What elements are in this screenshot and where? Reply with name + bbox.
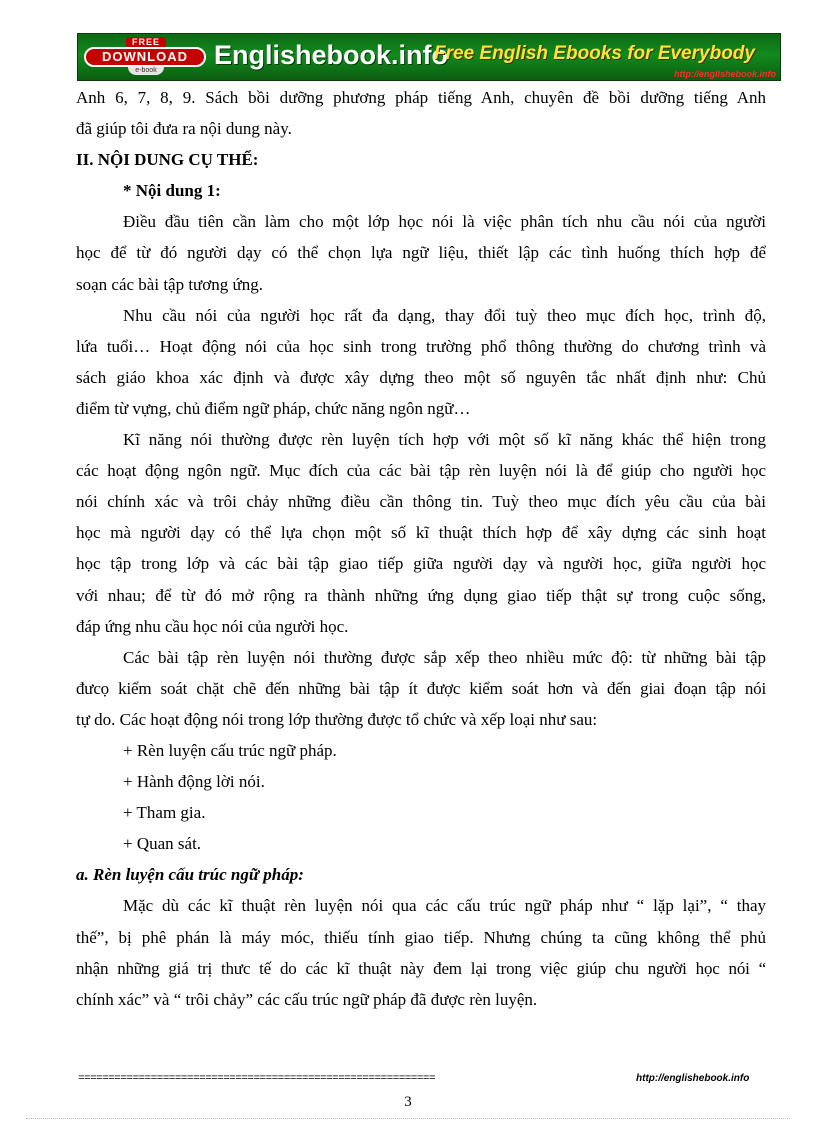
paragraph-line: Kĩ năng nói thường được rèn luyện tích hợp với một số kĩ năng khác thể hiện trong xyxy=(123,430,766,450)
page-bottom-divider xyxy=(26,1118,790,1119)
banner-url-link[interactable]: http://englishebook.info xyxy=(674,69,776,79)
list-item: + Rèn luyện cấu trúc ngữ pháp. xyxy=(123,740,337,760)
paragraph-line: Nhu cầu nói của người học rất đa dạng, thay đổi tuỳ theo mục đích học, trình độ, xyxy=(123,305,766,325)
paragraph-line: đã giúp tôi đưa ra nội dung này. xyxy=(76,119,292,139)
paragraph-line: Các bài tập rèn luyện nói thường được sắp xếp theo nhiều mức độ: từ những bài tập xyxy=(123,647,766,667)
paragraph-line: thế”, bị phê phán là máy móc, thiếu tính giao tiếp. Nhưng chúng ta cũng không thể phủ xyxy=(76,927,766,947)
paragraph-line: Anh 6, 7, 8, 9. Sách bồi dưỡng phương pháp tiếng Anh, chuyên đề bồi dưỡng tiếng Anh xyxy=(76,88,766,107)
paragraph-line: nói chính xác và trôi chảy những điều cần thông tin. Tuỳ theo mục đích yêu cầu của bài xyxy=(76,492,766,512)
paragraph-line: nhận những giá trị thưc tế do các kĩ thuật này đem lại trong việc giúp chu người học nói “ xyxy=(76,958,766,978)
paragraph-line: soạn các bài tập tương ứng. xyxy=(76,274,263,294)
site-name: Englishebook.info xyxy=(214,40,448,70)
paragraph-line: Mặc dù các kĩ thuật rèn luyện nói qua các cấu trúc ngữ pháp như “ lặp lại”, “ thay xyxy=(123,896,766,916)
subsection-heading-a: a. Rèn luyện cấu trúc ngữ pháp: xyxy=(76,865,304,885)
list-item: + Hành động lời nói. xyxy=(123,772,265,792)
paragraph-line: học để từ đó người dạy có thể chọn lựa ngữ liệu, thiết lập các tình huống thích hợp để xyxy=(76,243,766,263)
list-item: + Tham gia. xyxy=(123,803,206,823)
page-number: 3 xyxy=(404,1094,412,1110)
paragraph-line: điểm từ vựng, chủ điểm ngữ pháp, chức năng ngôn ngữ… xyxy=(76,398,471,418)
free-download-badge xyxy=(82,37,208,77)
badge-free-label: FREE xyxy=(126,37,166,48)
document-body xyxy=(76,82,766,1015)
site-tagline: Free English Ebooks for Everybody xyxy=(434,43,755,64)
subsection-heading: * Nội dung 1: xyxy=(123,181,221,201)
paragraph-line: với nhau; để từ đó mở rộng ra thành những ứng dụng giao tiếp thật sự trong cuộc sống, xyxy=(76,585,766,605)
paragraph-line: chính xác” và “ trôi chảy” các cấu trúc ngữ pháp đã được rèn luyện. xyxy=(76,989,538,1009)
paragraph-line: các hoạt động ngôn ngữ. Mục đích của các bài tập rèn luyện nói là để giúp cho người học xyxy=(76,461,766,481)
footer-url-link[interactable]: http://englishebook.info xyxy=(636,1073,750,1084)
site-banner xyxy=(77,33,781,81)
paragraph-line: đáp ứng nhu cầu học nói của người học. xyxy=(76,616,349,636)
list-item: + Quan sát. xyxy=(123,834,202,854)
badge-download-label: DOWNLOAD xyxy=(84,47,206,67)
paragraph-line: lứa tuổi… Hoạt động nói của học sinh trong trường phổ thông thường do chương trình và xyxy=(76,336,766,356)
paragraph-line: học tập trong lớp và các bài tập giao tiếp giữa người dạy và người học, giữa người học xyxy=(76,554,766,574)
paragraph-line: Điều đầu tiên cần làm cho một lớp học nói là việc phân tích nhu cầu nói của người xyxy=(123,212,766,232)
badge-ebook-label: e-book xyxy=(128,67,164,75)
paragraph-line: sách giáo khoa xác định và được xây dựng theo một số nguyên tắc nhất định như: Chủ xyxy=(76,367,766,387)
paragraph-line: học mà người dạy có thể lựa chọn một số kĩ thuật thích hợp để xây dựng các sinh hoạt xyxy=(76,523,766,543)
section-heading: II. NỘI DUNG CỤ THỂ: xyxy=(76,150,259,170)
paragraph-line: đưcọ kiểm soát chặt chẽ đến những bài tập ít được kiểm soát hơn và đến giai đoạn tập nói xyxy=(76,678,766,698)
paragraph-line: tự do. Các hoạt động nói trong lớp thường được tổ chức và xếp loại như sau: xyxy=(76,709,598,729)
footer-rule: =========================================================== xyxy=(78,1073,436,1085)
